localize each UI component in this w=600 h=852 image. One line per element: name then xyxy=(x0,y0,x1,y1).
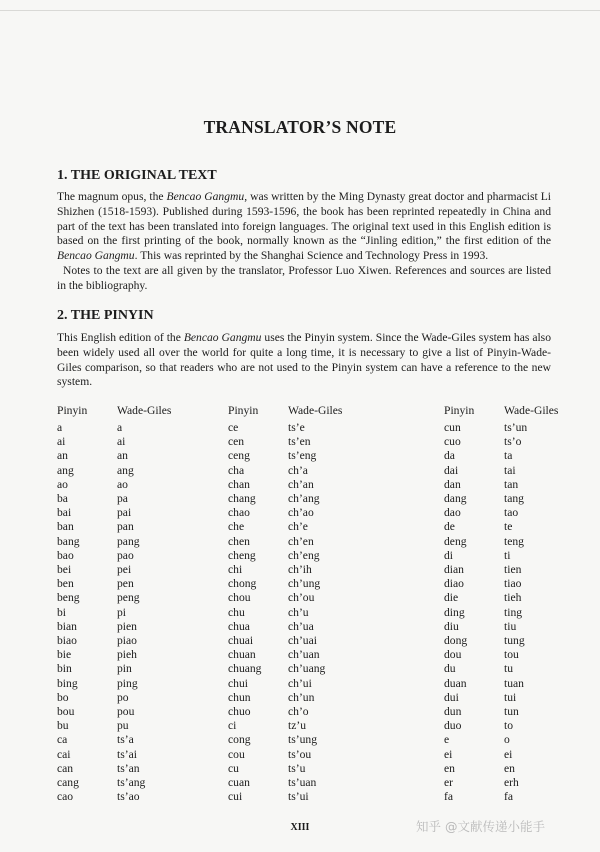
section-pinyin-body xyxy=(57,331,551,390)
wade-giles-cell: ting xyxy=(504,605,523,619)
wade-giles-cell: ch’ua xyxy=(288,619,314,633)
wade-giles-cell: pieh xyxy=(117,648,137,662)
wade-giles-cell: pien xyxy=(117,619,137,633)
paragraph-text: The magnum opus, the xyxy=(57,190,167,203)
pinyin-cell: beng xyxy=(57,591,80,605)
pinyin-cell: dai xyxy=(444,463,459,477)
pinyin-cell: ce xyxy=(228,421,239,434)
wade-giles-cell: ai xyxy=(117,435,126,449)
wade-giles-cell: ts’ui xyxy=(288,790,309,804)
pinyin-cell: bi xyxy=(57,605,67,619)
pinyin-cell: dun xyxy=(444,705,462,718)
wade-giles-cell: ch’ih xyxy=(288,563,312,576)
section-original-text-body xyxy=(57,190,551,294)
pinyin-cell: cha xyxy=(228,463,245,477)
pinyin-cell: dao xyxy=(444,506,461,520)
book-title: Bencao Gangmu xyxy=(166,190,245,203)
wade-giles-cell: tiao xyxy=(504,577,522,591)
pinyin-cell: a xyxy=(57,421,63,434)
wade-giles-cell: tieh xyxy=(504,591,522,605)
wade-giles-cell: ch’ao xyxy=(288,506,314,520)
pinyin-cell: chao xyxy=(228,506,250,520)
wade-giles-cell: tan xyxy=(504,477,519,491)
pinyin-cell: bing xyxy=(57,676,78,690)
wade-giles-cell: ts’uan xyxy=(288,776,317,789)
column-header-pinyin: Pinyin xyxy=(228,404,259,417)
column-header-wade-giles: Wade-Giles xyxy=(117,404,172,417)
pinyin-cell: die xyxy=(444,591,459,605)
pinyin-cell: chuo xyxy=(228,705,251,718)
pinyin-cell: bu xyxy=(57,719,69,733)
pinyin-cell: chan xyxy=(228,477,250,491)
pinyin-cell: bo xyxy=(57,690,69,704)
pinyin-cell: chui xyxy=(228,676,248,690)
pinyin-cell: bang xyxy=(57,534,80,548)
wade-giles-cell: pi xyxy=(117,605,127,619)
wade-giles-cell: ts’ao xyxy=(117,790,140,804)
pinyin-cell: ai xyxy=(57,435,66,449)
watermark: 知乎 @文献传递小能手 xyxy=(416,819,545,834)
wade-giles-cell: po xyxy=(117,690,129,704)
pinyin-cell: cai xyxy=(57,747,71,761)
wade-giles-cell: tz’u xyxy=(288,719,307,733)
book-title: Bencao Gangmu xyxy=(57,249,135,263)
wade-giles-cell: en xyxy=(504,761,515,775)
pinyin-cell: diao xyxy=(444,577,464,591)
pinyin-cell: duan xyxy=(444,676,467,690)
wade-giles-cell: ei xyxy=(504,747,513,761)
pinyin-cell: ban xyxy=(57,520,74,534)
page-title: TRANSLATOR’S NOTE xyxy=(203,117,397,137)
pinyin-cell: bao xyxy=(57,548,74,562)
pinyin-cell: bin xyxy=(57,662,72,676)
pinyin-cell: che xyxy=(228,520,245,534)
wade-giles-cell: ch’ui xyxy=(288,676,312,690)
page-number: XIII xyxy=(290,822,310,833)
pinyin-cell: cang xyxy=(57,776,79,789)
paragraph xyxy=(57,264,551,294)
pinyin-cell: cu xyxy=(228,761,239,775)
pinyin-cell: chuan xyxy=(228,648,256,662)
pinyin-cell: cheng xyxy=(228,548,256,562)
pinyin-cell: dan xyxy=(444,477,461,491)
wade-giles-cell: ts’o xyxy=(504,435,522,449)
pinyin-cell: bai xyxy=(57,506,72,520)
wade-giles-cell: ts’u xyxy=(288,761,306,775)
pinyin-cell: ca xyxy=(57,733,68,747)
wade-giles-cell: pen xyxy=(117,577,134,591)
column-header-wade-giles: Wade-Giles xyxy=(504,404,559,417)
paragraph-text: . This was reprinted by the Shanghai Science and Technology Press in 1993. xyxy=(134,249,489,263)
pinyin-cell: dang xyxy=(444,492,467,505)
wade-giles-cell: ts’ung xyxy=(288,733,317,747)
pinyin-cell: ding xyxy=(444,605,465,619)
wade-giles-cell: tien xyxy=(504,563,522,576)
pinyin-cell: de xyxy=(444,520,455,534)
wade-giles-cell: erh xyxy=(504,776,519,789)
wade-giles-cell: ta xyxy=(504,449,513,463)
wade-giles-cell: pa xyxy=(117,492,128,505)
pinyin-cell: ben xyxy=(57,577,74,591)
pinyin-cell: ao xyxy=(57,477,68,491)
wade-giles-cell: ts’ang xyxy=(117,776,146,789)
wade-giles-cell: ch’uai xyxy=(288,634,317,647)
pinyin-cell: ci xyxy=(228,719,237,733)
wade-giles-cell: ch’un xyxy=(288,690,315,704)
wade-giles-cell: fa xyxy=(504,790,514,804)
wade-giles-cell: pin xyxy=(117,662,132,676)
paragraph xyxy=(57,331,551,390)
paragraph-text: , was written by the Ming Dynasty great doctor and pharmacist Li Shizhen (1518-1593). Published during 1593-1596, the book has been reprinted repeatedly in China and part of the text has been translated into foreign languages. The original text used in this English edition is based on the first printing of the book, normally known as the “Jinling edition,” the first edition of the xyxy=(57,190,551,248)
wade-giles-cell: ts’e xyxy=(288,421,305,434)
wade-giles-cell: ts’eng xyxy=(288,449,317,463)
pinyin-cell: chua xyxy=(228,619,250,633)
wade-giles-cell: ts’a xyxy=(117,733,134,747)
pinyin-cell: dui xyxy=(444,690,459,704)
pinyin-cell: en xyxy=(444,761,455,775)
wade-giles-cell: ch’uang xyxy=(288,662,326,676)
pinyin-cell: diu xyxy=(444,619,459,633)
wade-giles-cell: pan xyxy=(117,520,134,534)
pinyin-cell: an xyxy=(57,449,68,463)
wade-giles-cell: ping xyxy=(117,676,138,690)
pinyin-cell: chun xyxy=(228,690,251,704)
pinyin-cell: dong xyxy=(444,634,468,647)
wade-giles-cell: tuan xyxy=(504,676,524,690)
pinyin-cell: chu xyxy=(228,605,245,619)
wade-giles-cell: ch’eng xyxy=(288,548,320,562)
wade-giles-cell: ch’ung xyxy=(288,577,321,591)
wade-giles-cell: an xyxy=(117,449,128,463)
wade-giles-cell: o xyxy=(504,733,510,747)
pinyin-cell: cuan xyxy=(228,776,250,789)
wade-giles-cell: piao xyxy=(117,634,137,647)
pinyin-cell: chuai xyxy=(228,634,254,647)
book-title: Bencao Gangmu xyxy=(183,331,262,344)
pinyin-cell: cong xyxy=(228,733,251,747)
wade-giles-cell: ch’u xyxy=(288,605,309,619)
pinyin-cell: cou xyxy=(228,747,245,761)
pinyin-cell: bian xyxy=(57,619,77,633)
pinyin-cell: cui xyxy=(228,790,243,804)
pinyin-cell: bie xyxy=(57,648,72,662)
pinyin-cell: chong xyxy=(228,577,257,591)
wade-giles-cell: tao xyxy=(504,506,519,520)
section-heading-pinyin: 2. THE PINYIN xyxy=(57,308,154,323)
wade-giles-cell: pei xyxy=(117,563,132,576)
pinyin-cell: dou xyxy=(444,648,462,662)
pinyin-cell: ei xyxy=(444,747,453,761)
paragraph-text: uses the Pinyin system. Since the Wade-Giles system has also been widely used all over the world for quite a long time, it is necessary to give a list of Pinyin-Wade-Giles comparison, so that readers who are not used to the Pinyin system can have a reference to the new system. xyxy=(57,331,551,389)
pinyin-cell: bei xyxy=(57,563,72,576)
wade-giles-cell: ch’ang xyxy=(288,492,320,505)
wade-giles-cell: pu xyxy=(117,719,129,733)
pinyin-cell: du xyxy=(444,662,456,676)
paragraph-text: This English edition of the xyxy=(57,331,184,344)
wade-giles-cell: tun xyxy=(504,705,519,718)
wade-giles-cell: ts’ou xyxy=(288,747,312,761)
pinyin-cell: ang xyxy=(57,463,74,477)
page-edge xyxy=(0,10,600,11)
wade-giles-cell: ang xyxy=(117,463,134,477)
pinyin-cell: fa xyxy=(444,790,454,804)
section-heading-original-text: 1. THE ORIGINAL TEXT xyxy=(57,168,217,183)
column-header-pinyin: Pinyin xyxy=(57,404,88,417)
paragraph xyxy=(57,190,551,264)
pinyin-cell: da xyxy=(444,449,455,463)
wade-giles-cell: pang xyxy=(117,534,140,548)
pinyin-cell: chuang xyxy=(228,662,262,676)
wade-giles-cell: tang xyxy=(504,492,524,505)
pinyin-cell: ceng xyxy=(228,449,250,463)
wade-giles-cell: tai xyxy=(504,463,516,477)
pinyin-cell: cun xyxy=(444,421,461,434)
pinyin-cell: e xyxy=(444,733,450,747)
wade-giles-cell: to xyxy=(504,719,514,733)
wade-giles-cell: ch’ou xyxy=(288,591,315,605)
wade-giles-cell: ch’en xyxy=(288,534,314,548)
wade-giles-cell: tiu xyxy=(504,619,517,633)
wade-giles-cell: ch’o xyxy=(288,705,309,718)
wade-giles-cell: tui xyxy=(504,690,517,704)
pinyin-cell: dian xyxy=(444,563,464,576)
pinyin-cell: duo xyxy=(444,719,462,733)
wade-giles-cell: ch’uan xyxy=(288,648,320,662)
pinyin-cell: biao xyxy=(57,634,77,647)
paragraph-text: Notes to the text are all given by the translator, Professor Luo Xiwen. References and sources are listed in the bibliography. xyxy=(57,263,551,292)
pinyin-cell: di xyxy=(444,548,454,562)
wade-giles-cell: pou xyxy=(117,705,135,718)
pinyin-cell: chi xyxy=(228,563,243,576)
pinyin-cell: bou xyxy=(57,705,75,718)
wade-giles-cell: pao xyxy=(117,548,134,562)
pinyin-cell: cen xyxy=(228,435,245,449)
wade-giles-cell: te xyxy=(504,520,513,534)
wade-giles-cell: ch’a xyxy=(288,463,308,477)
wade-giles-cell: ao xyxy=(117,477,128,491)
pinyin-cell: chou xyxy=(228,591,251,605)
wade-giles-cell: ts’ai xyxy=(117,747,137,761)
pinyin-cell: er xyxy=(444,776,454,789)
pinyin-cell: cuo xyxy=(444,435,461,449)
pinyin-cell: ba xyxy=(57,492,68,505)
wade-giles-cell: ch’e xyxy=(288,520,308,534)
pinyin-cell: chen xyxy=(228,534,250,548)
pinyin-cell: deng xyxy=(444,534,467,548)
wade-giles-cell: ti xyxy=(504,548,511,562)
pinyin-cell: cao xyxy=(57,790,74,804)
wade-giles-cell: peng xyxy=(117,591,140,605)
wade-giles-cell: ts’un xyxy=(504,421,528,434)
pinyin-cell: chang xyxy=(228,492,256,505)
column-header-wade-giles: Wade-Giles xyxy=(288,404,343,417)
column-header-pinyin: Pinyin xyxy=(444,404,475,417)
pinyin-cell: can xyxy=(57,761,74,775)
wade-giles-cell: ch’an xyxy=(288,477,314,491)
wade-giles-cell: a xyxy=(117,421,123,434)
wade-giles-cell: teng xyxy=(504,534,524,548)
wade-giles-cell: tu xyxy=(504,662,514,676)
wade-giles-cell: ts’en xyxy=(288,435,311,449)
wade-giles-cell: tung xyxy=(504,634,525,647)
wade-giles-cell: ts’an xyxy=(117,761,140,775)
wade-giles-cell: tou xyxy=(504,648,519,662)
wade-giles-cell: pai xyxy=(117,506,132,520)
